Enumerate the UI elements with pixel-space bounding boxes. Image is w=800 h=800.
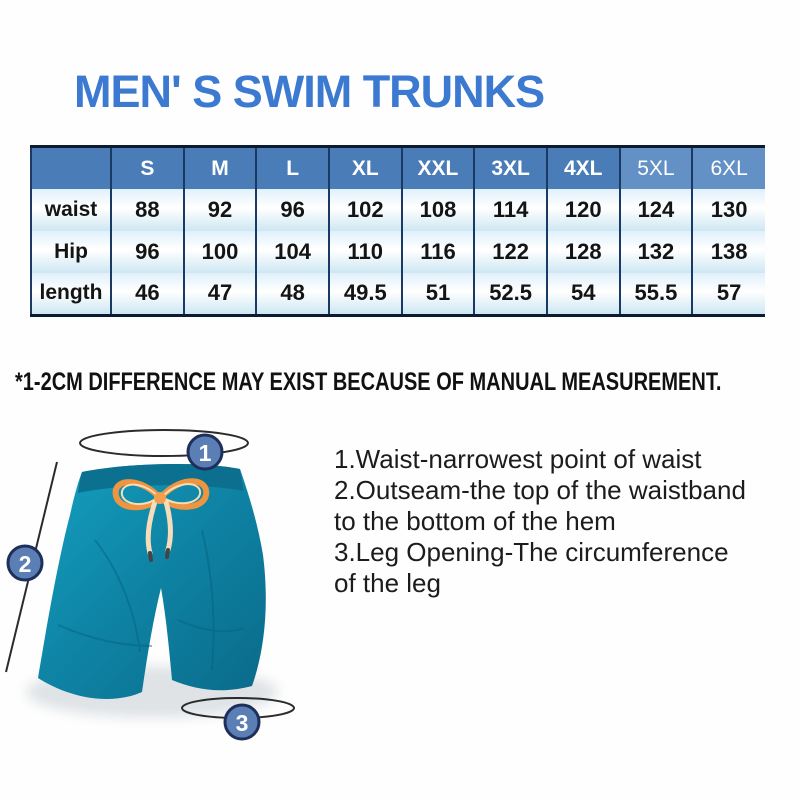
callout-badge-outseam xyxy=(8,546,42,580)
row-label: length xyxy=(31,273,111,315)
size-value-cell: 128 xyxy=(547,231,620,273)
size-value-cell: 132 xyxy=(620,231,693,273)
table-row xyxy=(31,189,765,231)
row-label: Hip xyxy=(31,231,111,273)
legend-line-outseam: 2.Outseam-the top of the waistband xyxy=(334,475,746,505)
swim-trunks-illustration xyxy=(38,464,266,699)
page-title: MEN' S SWIM TRUNKS xyxy=(74,66,545,117)
size-value-cell: 120 xyxy=(547,189,620,231)
size-chart-body xyxy=(31,189,765,315)
legend-line-outseam-cont: to the bottom of the hem xyxy=(334,506,616,536)
size-value-cell: 55.5 xyxy=(620,273,693,315)
size-value-cell: 130 xyxy=(692,189,765,231)
size-column-header: XXL xyxy=(402,147,475,190)
legend-line-waist: 1.Waist-narrowest point of waist xyxy=(334,444,702,474)
svg-text:3: 3 xyxy=(235,710,249,736)
size-chart-table xyxy=(30,145,765,317)
size-value-cell: 46 xyxy=(111,273,184,315)
size-value-cell: 96 xyxy=(111,231,184,273)
table-row xyxy=(31,231,765,273)
size-value-cell: 104 xyxy=(256,231,329,273)
size-value-cell: 47 xyxy=(184,273,257,315)
size-value-cell: 52.5 xyxy=(474,273,547,315)
row-label: waist xyxy=(31,189,111,231)
size-column-header: 3XL xyxy=(474,147,547,190)
size-value-cell: 48 xyxy=(256,273,329,315)
size-column-header: M xyxy=(184,147,257,190)
trunks-measurement-diagram xyxy=(0,420,330,760)
svg-text:2: 2 xyxy=(18,551,32,577)
size-column-header: 5XL xyxy=(620,147,693,190)
size-column-header: 6XL xyxy=(692,147,765,190)
size-chart-header xyxy=(31,147,765,190)
size-value-cell: 54 xyxy=(547,273,620,315)
size-value-cell: 88 xyxy=(111,189,184,231)
legend-line-leg-opening: 3.Leg Opening-The circumference xyxy=(334,537,729,567)
size-value-cell: 124 xyxy=(620,189,693,231)
size-value-cell: 57 xyxy=(692,273,765,315)
size-value-cell: 49.5 xyxy=(329,273,402,315)
size-value-cell: 96 xyxy=(256,189,329,231)
size-value-cell: 108 xyxy=(402,189,475,231)
size-value-cell: 114 xyxy=(474,189,547,231)
callout-badge-waist xyxy=(188,435,222,469)
measurement-legend xyxy=(334,444,800,599)
size-value-cell: 116 xyxy=(402,231,475,273)
size-value-cell: 51 xyxy=(402,273,475,315)
legend-line-leg-opening-cont: of the leg xyxy=(334,568,441,598)
callout-badge-leg-opening xyxy=(225,705,259,739)
size-value-cell: 102 xyxy=(329,189,402,231)
corner-cell xyxy=(31,147,111,190)
size-value-cell: 92 xyxy=(184,189,257,231)
size-column-header: L xyxy=(256,147,329,190)
size-value-cell: 122 xyxy=(474,231,547,273)
size-column-header: S xyxy=(111,147,184,190)
size-value-cell: 110 xyxy=(329,231,402,273)
size-value-cell: 100 xyxy=(184,231,257,273)
measurement-disclaimer: *1-2CM DIFFERENCE MAY EXIST BECAUSE OF MANUAL MEASUREMENT. xyxy=(15,368,722,396)
trunks-diagram-svg xyxy=(0,420,330,760)
size-column-header: XL xyxy=(329,147,402,190)
size-column-header: 4XL xyxy=(547,147,620,190)
svg-text:1: 1 xyxy=(198,440,212,466)
size-value-cell: 138 xyxy=(692,231,765,273)
table-row xyxy=(31,273,765,315)
